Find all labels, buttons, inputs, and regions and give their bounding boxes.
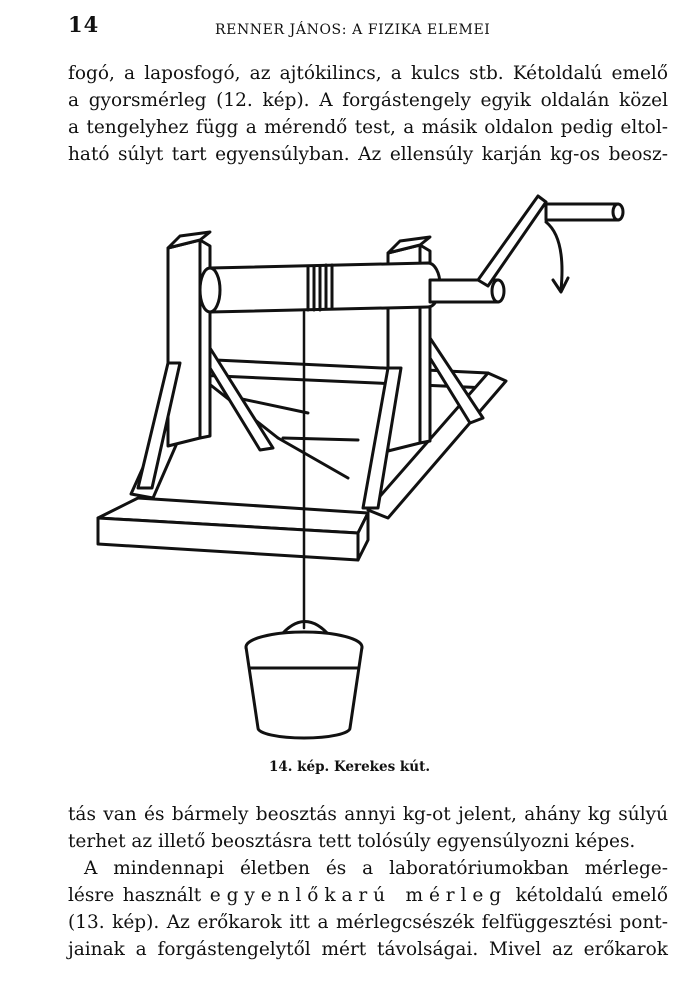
drum-left-end bbox=[200, 268, 220, 312]
text-line: jainak a forgástengelytől mért távolságai. Mivel az erőkarok bbox=[68, 939, 668, 960]
crank-handle-end bbox=[613, 204, 623, 220]
running-head: RENNER JÁNOS: A FIZIKA ELEMEI bbox=[215, 22, 491, 38]
figure-caption: 14. kép. Kerekes kút. bbox=[268, 759, 431, 775]
text-line: (13. kép). Az erőkarok itt a mérlegcsészék felfüggesztési pont- bbox=[68, 912, 668, 933]
text-line bbox=[68, 882, 668, 909]
crank-arm bbox=[478, 196, 546, 286]
bottom-paragraph bbox=[68, 801, 668, 963]
text-line: fogó, a laposfogó, az ajtókilincs, a kulcs stb. Kétoldalú emelő bbox=[68, 63, 668, 84]
text-line: a tengelyhez függ a mérendő test, a másik oldalon pedig eltol- bbox=[68, 117, 668, 138]
left-post bbox=[168, 240, 200, 446]
text-segment: kétoldalú emelő bbox=[507, 885, 668, 906]
page-number: 14 bbox=[68, 12, 100, 37]
text-line: a gyorsmérleg (12. kép). A forgástengely egyik oldalán közel bbox=[68, 90, 668, 111]
axle-end bbox=[492, 280, 504, 302]
spaced-term: egyenlőkarú mérleg bbox=[209, 885, 508, 906]
brace-line bbox=[278, 438, 348, 478]
text-line: terhet az illető beosztásra tett tolósúly egyensúlyozni képes. bbox=[68, 831, 636, 852]
bucket-body bbox=[246, 647, 362, 738]
text-line: ható súlyt tart egyensúlyban. Az ellensúly karján kg-os beosz- bbox=[68, 144, 668, 165]
figure-well-winch bbox=[68, 188, 668, 758]
crank-handle bbox=[546, 204, 618, 220]
well-winch-illustration bbox=[68, 188, 668, 758]
text-line: A mindennapi életben és a laboratóriumokban mérlege- bbox=[84, 858, 668, 879]
brace-line bbox=[283, 438, 358, 440]
top-paragraph bbox=[68, 60, 668, 168]
text-segment: lésre használt bbox=[68, 885, 210, 906]
text-line: tás van és bármely beosztás annyi kg-ot jelent, ahány kg súlyú bbox=[68, 804, 668, 825]
